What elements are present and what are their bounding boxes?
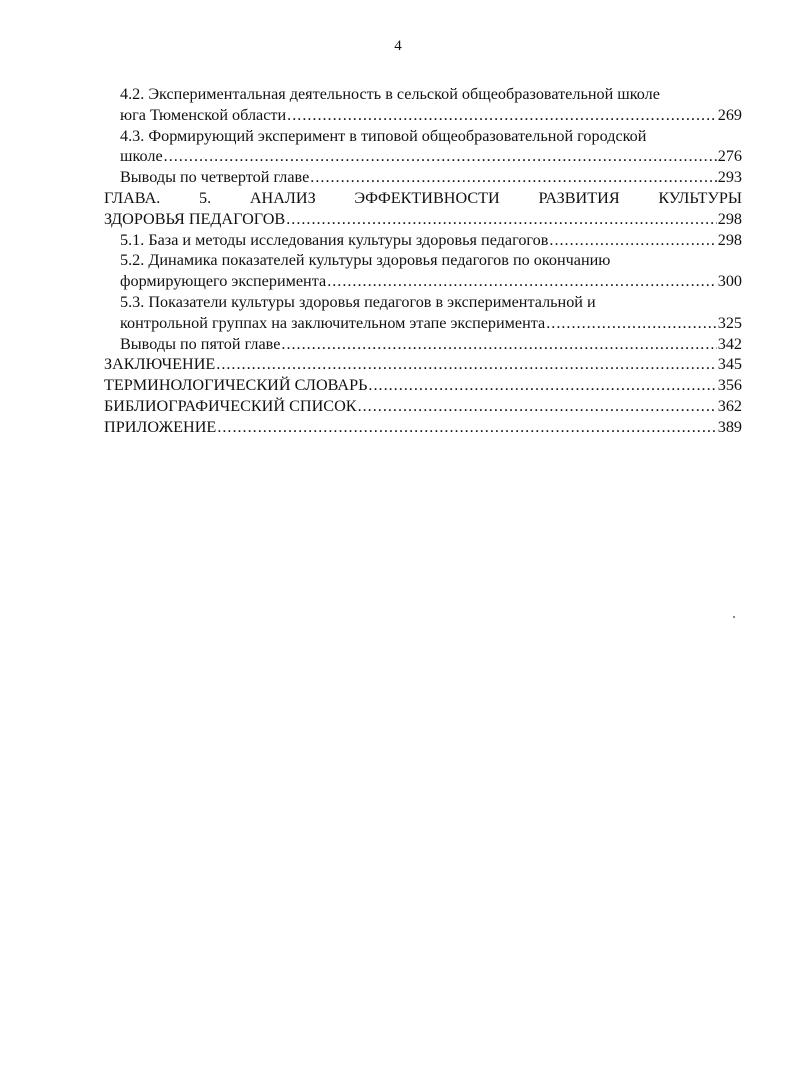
chapter-5-word: АНАЛИЗ xyxy=(249,188,316,207)
toc-entry-chapter-5-conclusions[interactable] xyxy=(104,334,742,355)
dot-leader xyxy=(286,209,717,230)
toc-entry-4-3-page: 276 xyxy=(717,147,742,166)
toc-entry-5-2[interactable] xyxy=(104,250,742,292)
toc-entry-4-2[interactable] xyxy=(104,84,742,126)
table-of-contents xyxy=(104,84,742,438)
toc-entry-bibliography-title: БИБЛИОГРАФИЧЕСКИЙ СПИСОК xyxy=(104,396,357,415)
toc-entry-chapter-5-page: 298 xyxy=(717,209,742,228)
toc-entry-appendix[interactable] xyxy=(104,417,742,438)
dot-leader xyxy=(164,146,717,167)
toc-entry-appendix-title: ПРИЛОЖЕНИЕ xyxy=(104,417,217,436)
dot-leader xyxy=(368,375,716,396)
toc-entry-4-3[interactable] xyxy=(104,126,742,168)
dot-leader xyxy=(217,417,716,438)
toc-entry-5-1[interactable] xyxy=(104,230,742,251)
toc-entry-5-3[interactable] xyxy=(104,292,742,334)
dot-leader xyxy=(281,334,716,355)
toc-entry-glossary[interactable] xyxy=(104,375,742,396)
chapter-5-word: ЭФФЕКТИВНОСТИ xyxy=(354,188,500,207)
toc-entry-chapter-4-conclusions-title: Выводы по четвертой главе xyxy=(120,168,310,187)
toc-entry-5-3-page: 325 xyxy=(717,313,742,332)
toc-entry-chapter-4-conclusions-page: 293 xyxy=(717,168,742,187)
scan-speck xyxy=(733,616,735,618)
page-number: 4 xyxy=(394,38,402,54)
toc-entry-5-1-page: 298 xyxy=(717,230,742,249)
dot-leader xyxy=(310,167,716,188)
toc-entry-chapter-5-conclusions-title: Выводы по пятой главе xyxy=(120,334,281,353)
toc-entry-conclusion-title: ЗАКЛЮЧЕНИЕ xyxy=(104,355,216,374)
toc-entry-glossary-page: 356 xyxy=(717,376,742,395)
toc-entry-5-2-title-line1: 5.2. Динамика показателей культуры здоровья педагогов по окончанию xyxy=(120,251,611,270)
dot-leader xyxy=(327,271,717,292)
chapter-5-word: РАЗВИТИЯ xyxy=(538,188,620,207)
chapter-5-heading-line2: ЗДОРОВЬЯ ПЕДАГОГОВ xyxy=(104,209,286,228)
chapter-5-word: ГЛАВА. xyxy=(104,188,161,207)
chapter-5-heading-line1 xyxy=(104,188,742,209)
toc-entry-5-2-title-line2: формирующего эксперимента xyxy=(120,272,327,291)
dot-leader xyxy=(216,354,716,375)
toc-entry-4-2-title-line1: 4.2. Экспериментальная деятельность в сельской общеобразовательной школе xyxy=(120,85,660,103)
toc-entry-chapter-5[interactable] xyxy=(104,188,742,230)
toc-entry-4-2-page: 269 xyxy=(717,105,742,124)
toc-entry-4-3-title-line1: 4.3. Формирующий эксперимент в типовой общеобразовательной городской xyxy=(120,126,647,145)
toc-entry-chapter-5-conclusions-page: 342 xyxy=(717,334,742,353)
toc-entry-bibliography[interactable] xyxy=(104,396,742,417)
toc-entry-conclusion-page: 345 xyxy=(717,355,742,374)
toc-entry-4-3-title-line2: школе xyxy=(120,147,163,166)
toc-entry-bibliography-page: 362 xyxy=(717,396,742,415)
toc-entry-5-3-title-line2: контрольной группах на заключительном этапе эксперимента xyxy=(120,313,546,332)
toc-entry-5-1-title: 5.1. База и методы исследования культуры здоровья педагогов xyxy=(120,230,549,249)
toc-entry-4-2-title-line2: юга Тюменской области xyxy=(120,105,287,124)
toc-entry-chapter-4-conclusions[interactable] xyxy=(104,167,742,188)
chapter-5-word: КУЛЬТУРЫ xyxy=(658,188,742,207)
dot-leader xyxy=(287,105,717,126)
dot-leader xyxy=(549,230,716,251)
toc-entry-appendix-page: 389 xyxy=(717,417,742,436)
toc-entry-5-2-page: 300 xyxy=(717,272,742,291)
chapter-5-word: 5. xyxy=(199,188,212,207)
toc-entry-5-3-title-line1: 5.3. Показатели культуры здоровья педагогов в экспериментальной и xyxy=(120,292,596,311)
toc-entry-conclusion[interactable] xyxy=(104,354,742,375)
toc-entry-glossary-title: ТЕРМИНОЛОГИЧЕСКИЙ СЛОВАРЬ xyxy=(104,376,368,395)
dot-leader xyxy=(358,396,717,417)
dot-leader xyxy=(546,313,716,334)
